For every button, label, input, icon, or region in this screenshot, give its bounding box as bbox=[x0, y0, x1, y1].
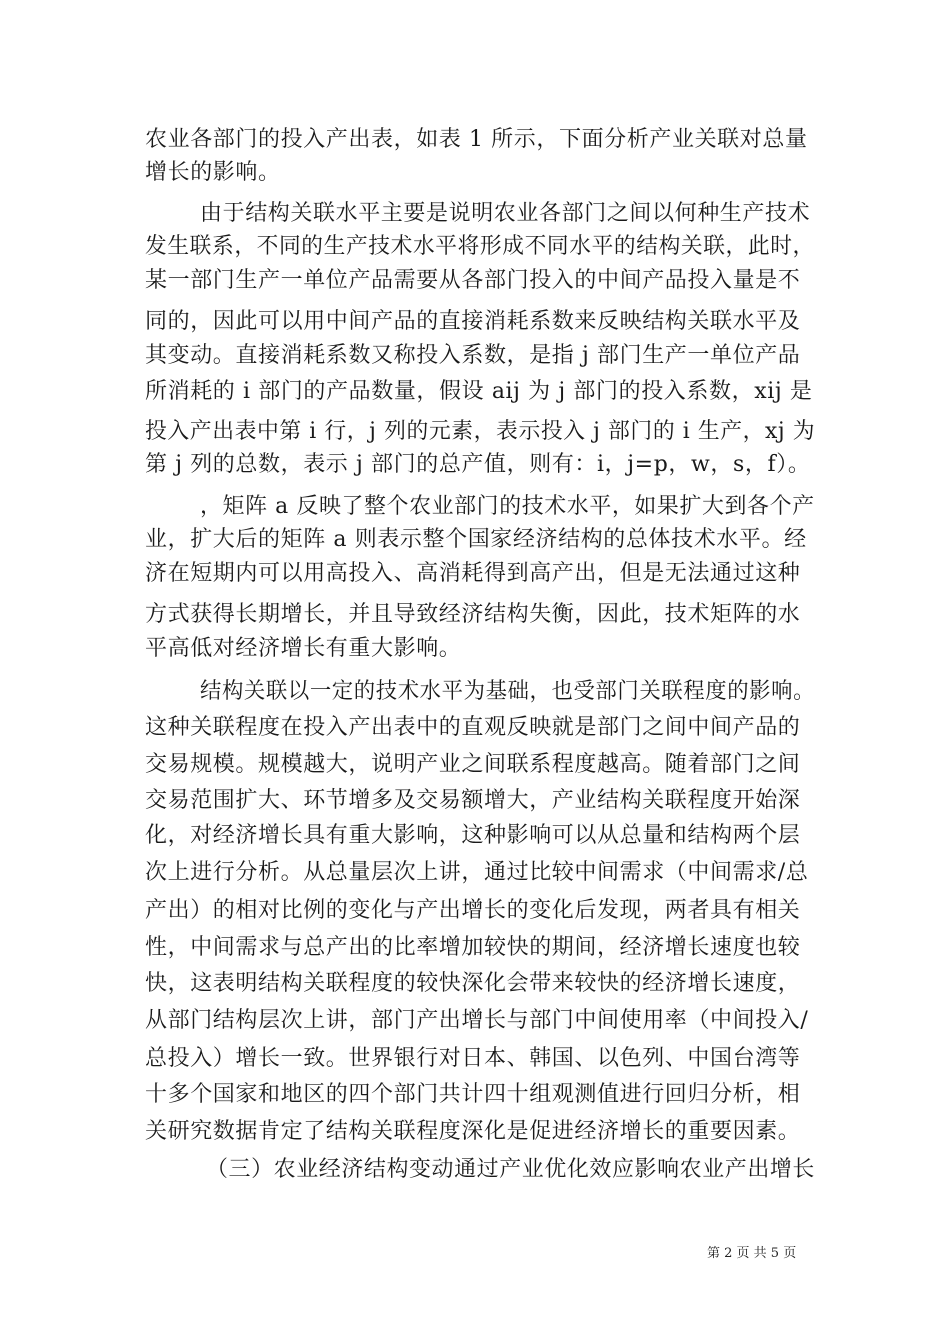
text-line: 次上进行分析。从总量层次上讲，通过比较中间需求（中间需求/总 bbox=[145, 860, 809, 885]
text-line: 由于结构关联水平主要是说明农业各部门之间以何种生产技术 bbox=[200, 201, 811, 226]
text-line: 同的，因此可以用中间产品的直接消耗系数来反映结构关联水平及 bbox=[145, 309, 801, 334]
text-line: 十多个国家和地区的四个部门共计四十组观测值进行回归分析，相 bbox=[145, 1082, 801, 1107]
text-line: 快，这表明结构关联程度的较快深化会带来较快的经济增长速度， bbox=[145, 971, 801, 996]
text-line: 第 j 列的总数，表示 j 部门的总产值，则有：i，j=p，w，s，f）。 bbox=[145, 452, 811, 477]
text-line: 性，中间需求与总产出的比率增加较快的期间，经济增长速度也较 bbox=[145, 935, 801, 960]
text-line: 增长的影响。 bbox=[145, 160, 281, 185]
text-line: 这种关联程度在投入产出表中的直观反映就是部门之间中间产品的 bbox=[145, 715, 801, 740]
text-line: 平高低对经济增长有重大影响。 bbox=[145, 636, 462, 661]
text-line: 某一部门生产一单位产品需要从各部门投入的中间产品投入量是不 bbox=[145, 268, 801, 293]
text-line: 交易范围扩大、环节增多及交易额增大，产业结构关联程度开始深 bbox=[145, 788, 801, 813]
text-line: ，矩阵 a 反映了整个农业部门的技术水平，如果扩大到各个产 bbox=[200, 494, 815, 519]
page-number: 第 2 页 共 5 页 bbox=[707, 1246, 797, 1261]
text-line: 交易规模。规模越大，说明产业之间联系程度越高。随着部门之间 bbox=[145, 752, 801, 777]
text-line: 化，对经济增长具有重大影响，这种影响可以从总量和结构两个层 bbox=[145, 823, 801, 848]
text-line: 发生联系，不同的生产技术水平将形成不同水平的结构关联，此时， bbox=[145, 234, 815, 259]
text-line: 济在短期内可以用高投入、高消耗得到高产出，但是无法通过这种 bbox=[145, 561, 801, 586]
text-line: 其变动。直接消耗系数又称投入系数，是指 j 部门生产一单位产品 bbox=[145, 343, 801, 368]
text-line: 产出）的相对比例的变化与产出增长的变化后发现，两者具有相关 bbox=[145, 898, 801, 923]
text-line: 关研究数据肯定了结构关联程度深化是促进经济增长的重要因素。 bbox=[145, 1119, 801, 1144]
text-line: 投入产出表中第 i 行，j 列的元素，表示投入 j 部门的 i 生产，xj 为 bbox=[145, 419, 816, 444]
text-line: 业，扩大后的矩阵 a 则表示整个国家经济结构的总体技术水平。经 bbox=[145, 527, 807, 552]
text-line: 结构关联以一定的技术水平为基础，也受部门关联程度的影响。 bbox=[200, 679, 816, 704]
text-line: 农业各部门的投入产出表，如表 1 所示，下面分析产业关联对总量 bbox=[145, 127, 808, 152]
section-heading: （三）农业经济结构变动通过产业优化效应影响农业产出增长 bbox=[206, 1157, 815, 1182]
text-line: 所消耗的 i 部门的产品数量，假设 aij 为 j 部门的投入系数，xij 是 bbox=[145, 379, 813, 404]
text-line: 从部门结构层次上讲，部门产出增长与部门中间使用率（中间投入/ bbox=[145, 1008, 809, 1033]
text-line: 方式获得长期增长，并且导致经济结构失衡，因此，技术矩阵的水 bbox=[145, 602, 801, 627]
text-line: 总投入）增长一致。世界银行对日本、韩国、以色列、中国台湾等 bbox=[145, 1046, 801, 1071]
